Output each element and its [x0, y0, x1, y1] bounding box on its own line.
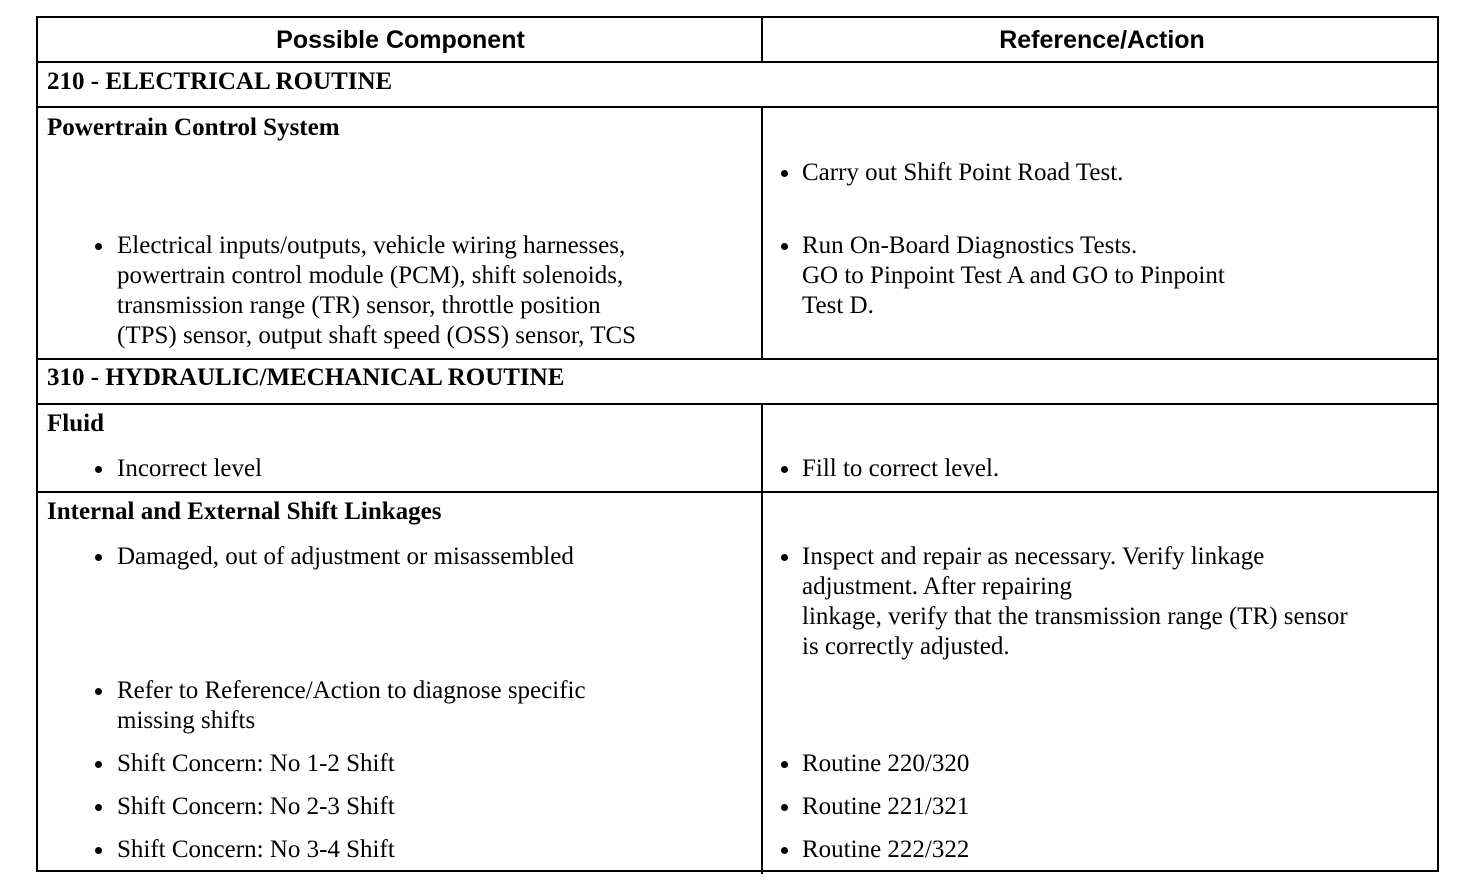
row-divider [38, 106, 1437, 108]
action-text: Inspect and repair as necessary. Verify linkage adjustment. After repairing linkage, verify that the transmission range (TR) sensor is correctly adjusted. [802, 543, 1348, 660]
column-header-action: Reference/Action [999, 25, 1205, 54]
group-title: Internal and External Shift Linkages [47, 498, 442, 525]
bullet [95, 761, 102, 768]
bullet [781, 554, 788, 561]
group-title: Fluid [47, 410, 104, 437]
bullet [781, 170, 788, 177]
row-divider [38, 358, 1437, 360]
component-text: Shift Concern: No 2-3 Shift [117, 793, 395, 820]
action-text: Routine 222/322 [802, 836, 970, 863]
component-text: Shift Concern: No 1-2 Shift [117, 750, 395, 777]
row-divider [38, 403, 1437, 405]
bullet [95, 466, 102, 473]
bullet [95, 243, 102, 250]
group-title: Powertrain Control System [47, 114, 340, 141]
action-text: Carry out Shift Point Road Test. [802, 159, 1124, 186]
action-text: Fill to correct level. [802, 455, 1000, 482]
component-text: Damaged, out of adjustment or misassembled [117, 543, 574, 570]
section-title: 210 - ELECTRICAL ROUTINE [47, 68, 393, 95]
bullet [781, 804, 788, 811]
component-text: Shift Concern: No 3-4 Shift [117, 836, 395, 863]
header-divider [38, 61, 1437, 63]
action-text: Run On-Board Diagnostics Tests. GO to Pinpoint Test A and GO to Pinpoint Test D. [802, 232, 1225, 319]
bullet [95, 847, 102, 854]
component-text: Incorrect level [117, 455, 263, 482]
column-divider [761, 404, 763, 874]
component-text: Refer to Reference/Action to diagnose specific missing shifts [117, 677, 586, 734]
bullet [95, 688, 102, 695]
bullet [781, 761, 788, 768]
column-header-component: Possible Component [276, 25, 525, 54]
component-text: Electrical inputs/outputs, vehicle wiring harnesses, powertrain control module (PCM), shift solenoids, transmission range (TR) sensor, throttle position (TPS) sensor, output shaft speed (OSS) sensor, TCS [117, 232, 637, 349]
row-divider [38, 491, 1437, 493]
bullet [95, 554, 102, 561]
bullet [95, 804, 102, 811]
column-divider [761, 18, 763, 63]
action-text: Routine 221/321 [802, 793, 970, 820]
bullet [781, 847, 788, 854]
bullet [781, 243, 788, 250]
section-title: 310 - HYDRAULIC/MECHANICAL ROUTINE [47, 364, 565, 391]
action-text: Routine 220/320 [802, 750, 970, 777]
bullet [781, 466, 788, 473]
column-divider [761, 107, 763, 359]
diagnosis-table [36, 16, 1439, 872]
